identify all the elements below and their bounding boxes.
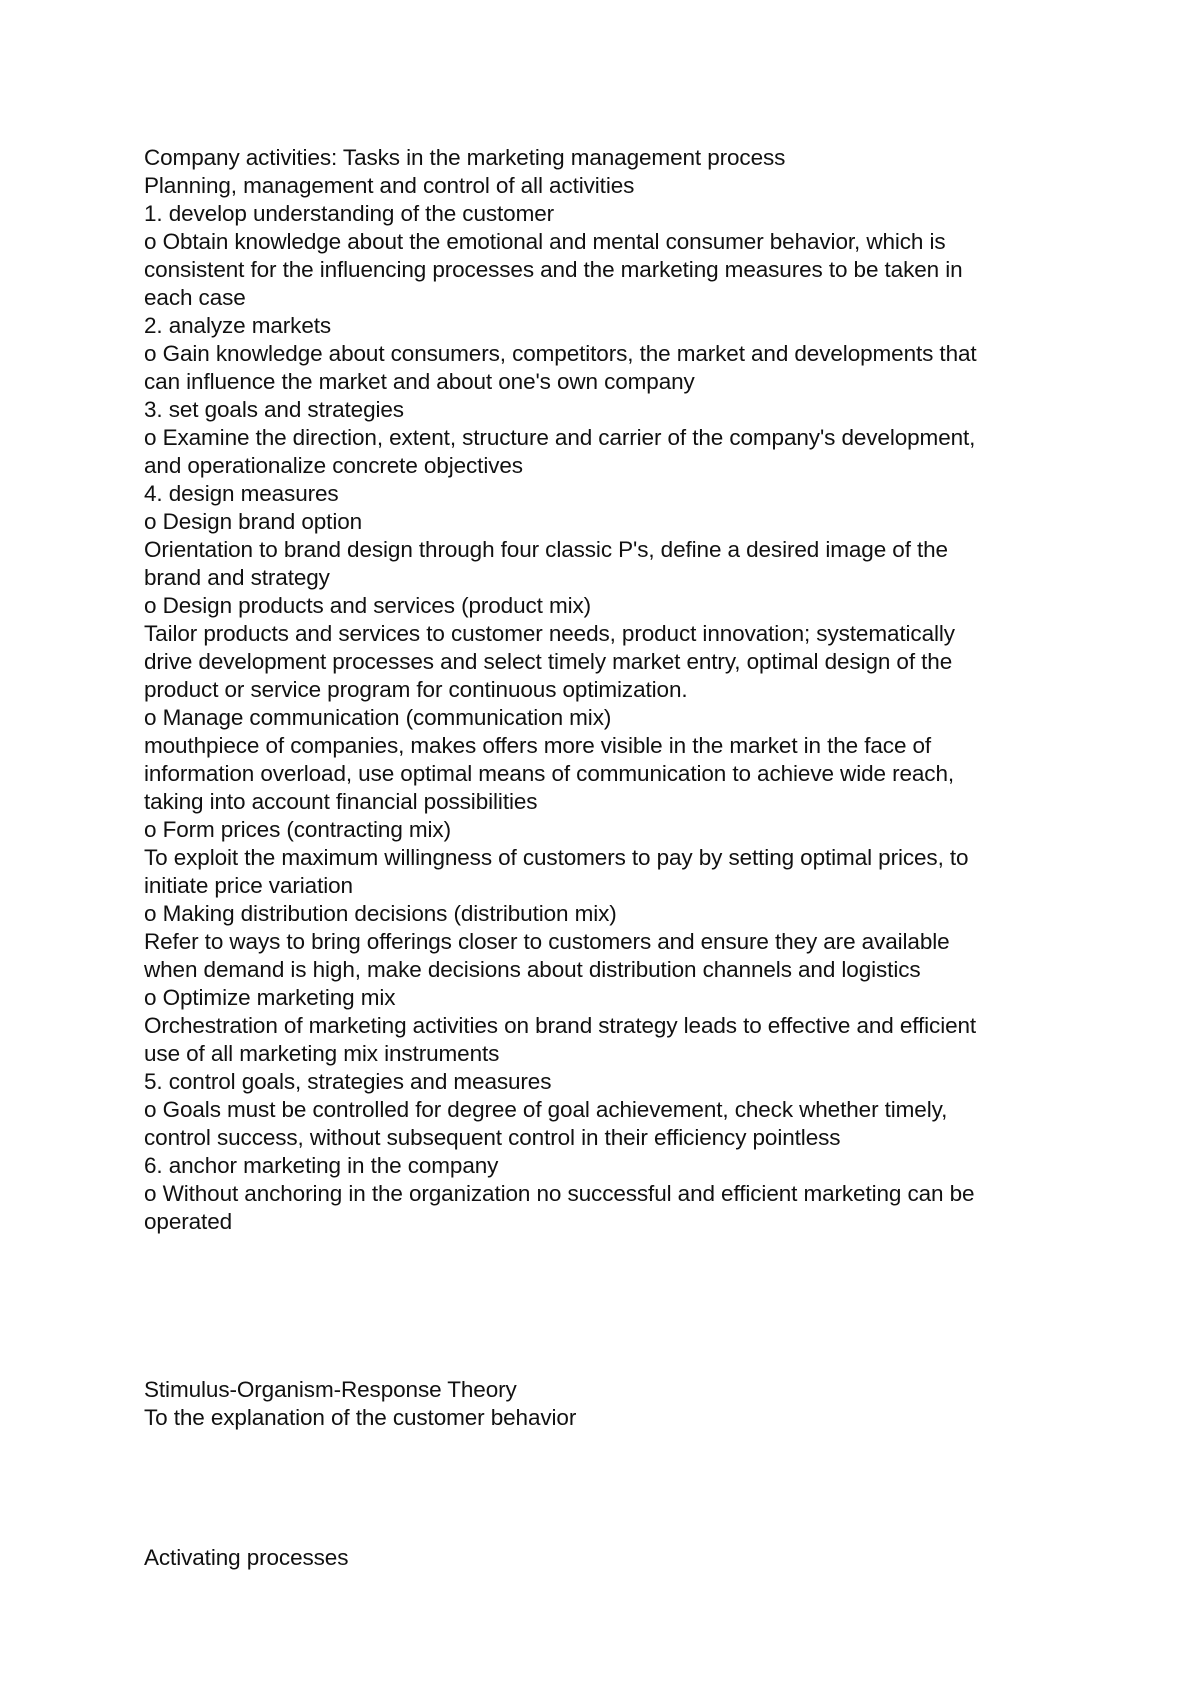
marketing-tasks-section [144, 144, 1074, 1236]
text-line: product or service program for continuous optimization. [144, 677, 688, 702]
text-line: drive development processes and select timely market entry, optimal design of the [144, 649, 953, 674]
text-line: 2. analyze markets [144, 313, 332, 338]
text-line: information overload, use optimal means of communication to achieve wide reach, [144, 761, 955, 786]
text-line: o Without anchoring in the organization no successful and efficient marketing can be [144, 1181, 975, 1206]
text-line: consistent for the influencing processes and the marketing measures to be taken in [144, 257, 963, 282]
text-line: o Obtain knowledge about the emotional and mental consumer behavior, which is [144, 229, 946, 254]
text-line: 4. design measures [144, 481, 339, 506]
text-line: Orientation to brand design through four classic P's, define a desired image of the [144, 537, 948, 562]
text-line: o Manage communication (communication mix) [144, 705, 612, 730]
text-line: operated [144, 1209, 233, 1234]
text-line: when demand is high, make decisions about distribution channels and logistics [144, 957, 921, 982]
text-line: o Examine the direction, extent, structure and carrier of the company's development, [144, 425, 976, 450]
text-line: control success, without subsequent control in their efficiency pointless [144, 1125, 841, 1150]
text-line: brand and strategy [144, 565, 330, 590]
text-line: can influence the market and about one's own company [144, 369, 695, 394]
activating-processes-heading: Activating processes [144, 1545, 349, 1570]
text-line: Orchestration of marketing activities on brand strategy leads to effective and efficient [144, 1013, 977, 1038]
text-line: Refer to ways to bring offerings closer to customers and ensure they are available [144, 929, 950, 954]
text-line: o Goals must be controlled for degree of goal achievement, check whether timely, [144, 1097, 948, 1122]
text-line: 5. control goals, strategies and measures [144, 1069, 552, 1094]
text-line: o Design brand option [144, 509, 363, 534]
text-line: o Making distribution decisions (distribution mix) [144, 901, 617, 926]
text-line: o Optimize marketing mix [144, 985, 396, 1010]
text-line: and operationalize concrete objectives [144, 453, 523, 478]
sor-theory-heading: Stimulus-Organism-Response Theory [144, 1377, 517, 1402]
text-line: each case [144, 285, 246, 310]
sor-theory-subtitle: To the explanation of the customer behavior [144, 1405, 577, 1430]
text-line: use of all marketing mix instruments [144, 1041, 500, 1066]
text-line: 3. set goals and strategies [144, 397, 404, 422]
text-line: initiate price variation [144, 873, 353, 898]
text-line: o Form prices (contracting mix) [144, 817, 451, 842]
text-line: mouthpiece of companies, makes offers more visible in the market in the face of [144, 733, 932, 758]
text-line: o Design products and services (product mix) [144, 593, 592, 618]
text-line: Planning, management and control of all activities [144, 173, 635, 198]
text-line: 1. develop understanding of the customer [144, 201, 555, 226]
spacer [144, 1236, 1074, 1376]
text-line: Tailor products and services to customer needs, product innovation; systematically [144, 621, 955, 646]
spacer [144, 1432, 1074, 1544]
text-line: taking into account financial possibilities [144, 789, 538, 814]
text-line: Company activities: Tasks in the marketing management process [144, 145, 786, 170]
text-line: To exploit the maximum willingness of customers to pay by setting optimal prices, to [144, 845, 969, 870]
text-line: 6. anchor marketing in the company [144, 1153, 499, 1178]
document-content [144, 144, 1074, 1572]
text-line: o Gain knowledge about consumers, competitors, the market and developments that [144, 341, 977, 366]
